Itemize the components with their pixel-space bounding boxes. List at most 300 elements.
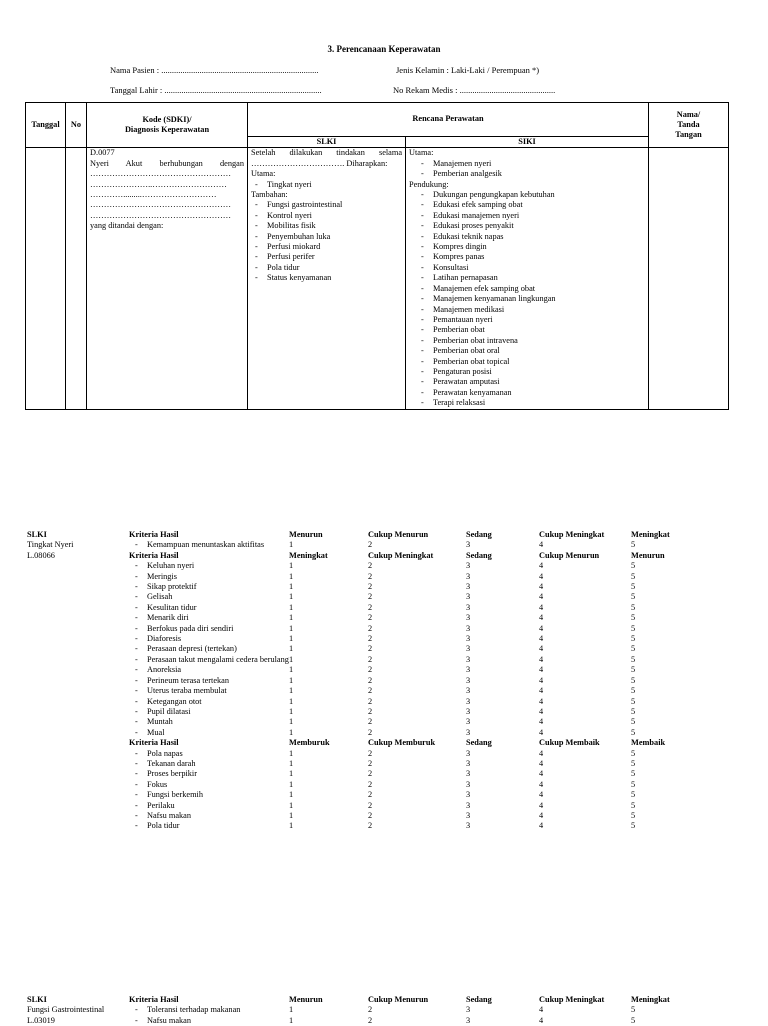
criteria-item-label	[129, 790, 289, 800]
score-value: 3	[466, 654, 471, 664]
siki-pendukung-item: - Pemberian obat topical	[409, 357, 645, 367]
criteria-item-text: Kemampuan menuntaskan aktifitas	[147, 540, 265, 550]
slki-tambahan-item: - Perfusi perifer	[251, 252, 402, 262]
score-value: 5	[631, 769, 636, 779]
score-value: 2	[368, 790, 373, 800]
score-value: 1	[289, 748, 294, 758]
care-plan-table	[25, 102, 729, 410]
criteria-item-text: Pola tidur	[147, 821, 180, 831]
slki-tambahan-item: - Perfusi miokard	[251, 242, 402, 252]
score-value: 1	[289, 675, 294, 685]
siki-pendukung-item: - Perawatan amputasi	[409, 377, 645, 387]
score-value: 2	[368, 1005, 373, 1015]
left-spacer	[27, 655, 129, 665]
dash-marker: -	[135, 758, 138, 768]
siki-pendukung-item: - Manajemen efek samping obat	[409, 284, 645, 294]
score-value: 1	[289, 602, 294, 612]
siki-pendukung-item: - Manajemen kenyamanan lingkungan	[409, 294, 645, 304]
scale-label: Membaik	[631, 738, 666, 748]
scale-label: Sedang	[466, 738, 492, 748]
dash-marker: -	[135, 644, 138, 654]
dash-marker: -	[135, 727, 138, 737]
siki-utama-item: - Pemberian analgesik	[409, 169, 645, 179]
header-tanggal: Tanggal	[26, 103, 66, 148]
slki-outcome-code: L.08066	[27, 550, 55, 560]
score-value: 2	[368, 717, 373, 727]
header-nama-line2: Tanda	[677, 120, 700, 129]
score-value: 5	[631, 540, 636, 550]
slki-utama-item: - Tingkat nyeri	[251, 180, 402, 190]
criteria-item-label	[129, 665, 289, 675]
criteria-item-text: Berfokus pada diri sendiri	[147, 623, 234, 633]
criteria-item-text: Perasaan depresi (tertekan)	[147, 644, 237, 654]
score-value: 4	[539, 758, 544, 768]
score-value: 2	[368, 1015, 373, 1025]
criteria-item-text: Ketegangan otot	[147, 696, 202, 706]
left-spacer	[27, 697, 129, 707]
scale-label: Menurun	[289, 530, 323, 539]
criteria-item-text: Menarik diri	[147, 613, 189, 623]
score-value: 3	[466, 623, 471, 633]
criteria-item-text: Sikap protektif	[147, 582, 197, 592]
dash-marker: -	[135, 696, 138, 706]
siki-pendukung-item: - Kompres dingin	[409, 242, 645, 252]
criteria-item-text: Meringis	[147, 571, 177, 581]
score-value: 2	[368, 821, 373, 831]
criteria-item-text: Pupil dilatasi	[147, 706, 191, 716]
score-value: 1	[289, 1005, 294, 1015]
dash-marker: -	[135, 800, 138, 810]
dash-marker: -	[135, 571, 138, 581]
left-spacer	[27, 717, 129, 727]
slki-utama-label: Utama:	[251, 169, 276, 179]
score-value: 5	[631, 571, 636, 581]
dash-marker: -	[135, 769, 138, 779]
siki-utama-label: Utama:	[409, 148, 434, 158]
diagnosis-footer: yang ditandai dengan:	[90, 221, 164, 231]
siki-pendukung-item: - Edukasi efek samping obat	[409, 200, 645, 210]
score-value: 2	[368, 561, 373, 571]
criteria-item-label	[129, 644, 289, 654]
scale-label: Cukup Menurun	[368, 995, 429, 1004]
diagnosis-dots-1: ……………………………………………	[90, 169, 232, 179]
score-value: 4	[539, 686, 544, 696]
criteria-item-label	[129, 780, 289, 790]
slki-tambahan-label: Tambahan:	[251, 190, 288, 200]
dash-marker: -	[135, 592, 138, 602]
slki-tambahan-item: - Penyembuhan luka	[251, 232, 402, 242]
criteria-item-text: Fokus	[147, 779, 168, 789]
criteria-row	[27, 686, 737, 696]
siki-pendukung-item: - Terapi relaksasi	[409, 398, 645, 408]
criteria-item-text: Gelisah	[147, 592, 173, 602]
cell-nama-tanda-tangan	[649, 148, 729, 410]
siki-pendukung-item: - Pemberian obat intravena	[409, 336, 645, 346]
score-value: 4	[539, 706, 544, 716]
scale-label: Cukup Meningkat	[539, 530, 605, 539]
cell-no	[66, 148, 87, 410]
slki-outcome-code: L.03019	[27, 1015, 55, 1025]
siki-pendukung-item: - Edukasi manajemen nyeri	[409, 211, 645, 221]
header-kode	[87, 103, 248, 148]
score-value: 2	[368, 613, 373, 623]
score-value: 2	[368, 592, 373, 602]
criteria-row	[27, 582, 737, 592]
score-value: 1	[289, 769, 294, 779]
criteria-item-label	[129, 613, 289, 623]
criteria-row	[27, 759, 737, 769]
score-value: 5	[631, 561, 636, 571]
criteria-item-text: Muntah	[147, 717, 173, 727]
score-value: 1	[289, 654, 294, 664]
header-siki: SIKI	[406, 137, 649, 148]
score-value: 1	[289, 1015, 294, 1025]
score-value: 2	[368, 800, 373, 810]
criteria-row	[27, 811, 737, 821]
score-value: 5	[631, 800, 636, 810]
header-kode-line1: Kode (SDKI)/	[142, 114, 192, 124]
dash-marker: -	[135, 706, 138, 716]
left-spacer	[27, 707, 129, 717]
score-value: 3	[466, 613, 471, 623]
score-value: 3	[466, 748, 471, 758]
criteria-item-label	[129, 821, 289, 831]
score-value: 4	[539, 1015, 544, 1025]
siki-pendukung-item: - Edukasi teknik napas	[409, 232, 645, 242]
criteria-item-text: Nafsu makan	[147, 810, 192, 820]
score-value: 2	[368, 706, 373, 716]
score-value: 4	[539, 540, 544, 550]
score-value: 1	[289, 571, 294, 581]
score-value: 5	[631, 821, 636, 831]
scale-label: Meningkat	[631, 530, 670, 539]
diagnosis-line1: Nyeri Akut berhubungan dengan	[90, 158, 244, 168]
score-value: 2	[368, 571, 373, 581]
dash-marker: -	[135, 686, 138, 696]
header-nama-line3: Tangan	[675, 130, 702, 140]
criteria-row	[27, 676, 737, 686]
score-value: 2	[368, 644, 373, 654]
criteria-fungsi-gastrointestinal	[27, 995, 737, 1026]
criteria-row	[27, 749, 737, 759]
score-value: 3	[466, 800, 471, 810]
criteria-item-text: Nafsu makan	[147, 1015, 192, 1025]
left-spacer	[27, 665, 129, 675]
score-value: 3	[466, 758, 471, 768]
criteria-item-label	[129, 1016, 289, 1026]
criteria-row	[27, 572, 737, 582]
criteria-item-label	[129, 592, 289, 602]
scale-label: Cukup Meningkat	[539, 995, 605, 1004]
criteria-item-text: Anoreksia	[147, 665, 182, 675]
score-value: 2	[368, 582, 373, 592]
score-value: 1	[289, 665, 294, 675]
score-value: 3	[466, 571, 471, 581]
criteria-row	[27, 655, 737, 665]
score-value: 5	[631, 717, 636, 727]
left-spacer	[27, 738, 129, 748]
dash-marker: -	[135, 613, 138, 623]
left-spacer	[27, 613, 129, 623]
left-spacer	[27, 572, 129, 582]
cell-siki	[406, 148, 649, 410]
score-value: 5	[631, 623, 636, 633]
score-value: 5	[631, 790, 636, 800]
scale-label: Sedang	[466, 530, 492, 539]
header-nama-line1: Nama/	[676, 109, 701, 119]
criteria-row	[27, 1016, 737, 1026]
cell-slki	[248, 148, 406, 410]
score-value: 3	[466, 727, 471, 737]
criteria-row	[27, 801, 737, 811]
dash-marker: -	[135, 1015, 138, 1025]
score-value: 3	[466, 810, 471, 820]
score-value: 1	[289, 758, 294, 768]
criteria-item-label	[129, 759, 289, 769]
score-value: 2	[368, 540, 373, 550]
score-value: 3	[466, 1005, 471, 1015]
dash-marker: -	[135, 1005, 138, 1015]
siki-pendukung-item: - Pemberian obat	[409, 325, 645, 335]
criteria-item-label	[129, 801, 289, 811]
criteria-item-label	[129, 707, 289, 717]
score-value: 2	[368, 748, 373, 758]
slki-outcome-name: Fungsi Gastrointestinal	[27, 1005, 105, 1015]
score-value: 2	[368, 686, 373, 696]
siki-pendukung-item: - Manajemen medikasi	[409, 305, 645, 315]
score-value: 2	[368, 696, 373, 706]
score-value: 3	[466, 696, 471, 706]
criteria-row	[27, 728, 737, 738]
criteria-row	[27, 592, 737, 602]
criteria-item-label	[129, 769, 289, 779]
criteria-item-label	[129, 540, 289, 550]
left-spacer	[27, 686, 129, 696]
siki-utama-item: - Manajemen nyeri	[409, 159, 645, 169]
score-value: 4	[539, 1005, 544, 1015]
left-spacer	[27, 676, 129, 686]
dash-marker: -	[135, 810, 138, 820]
dash-marker: -	[135, 561, 138, 571]
header-kode-line2: Diagnosis Keperawatan	[124, 125, 210, 135]
left-spacer	[27, 644, 129, 654]
criteria-row	[27, 780, 737, 790]
dash-marker: -	[135, 540, 138, 550]
score-value: 1	[289, 800, 294, 810]
criteria-item-label	[129, 717, 289, 727]
score-value: 2	[368, 779, 373, 789]
score-value: 3	[466, 821, 471, 831]
score-value: 4	[539, 654, 544, 664]
header-nama	[649, 103, 729, 148]
tanggal-lahir-field: Tanggal Lahir : ..........................................................................	[110, 85, 322, 95]
score-value: 3	[466, 665, 471, 675]
siki-pendukung-item: - Perawatan kenyamanan	[409, 388, 645, 398]
score-value: 1	[289, 634, 294, 644]
kriteria-hasil-label: Kriteria Hasil	[129, 550, 179, 560]
score-value: 2	[368, 602, 373, 612]
scale-label: Cukup Menurun	[368, 530, 429, 539]
criteria-row	[27, 790, 737, 800]
score-value: 5	[631, 634, 636, 644]
siki-pendukung-item: - Dukungan pengungkapan kebutuhan	[409, 190, 645, 200]
cell-tanggal	[26, 148, 66, 410]
score-value: 2	[368, 810, 373, 820]
slki-outcome-name: Tingkat Nyeri	[27, 540, 74, 550]
score-value: 3	[466, 769, 471, 779]
score-value: 4	[539, 634, 544, 644]
criteria-item-label	[129, 1005, 289, 1015]
criteria-header-row	[27, 738, 737, 748]
score-value: 4	[539, 800, 544, 810]
score-value: 2	[368, 623, 373, 633]
dash-marker: -	[135, 790, 138, 800]
score-value: 3	[466, 582, 471, 592]
score-value: 4	[539, 769, 544, 779]
criteria-item-text: Fungsi berkemih	[147, 790, 203, 800]
score-value: 5	[631, 696, 636, 706]
siki-pendukung-item: - Latihan pernapasan	[409, 273, 645, 283]
scale-label: Sedang	[466, 995, 492, 1004]
criteria-header-row	[27, 995, 737, 1005]
criteria-tingkat-nyeri	[27, 530, 737, 832]
score-value: 4	[539, 665, 544, 675]
score-value: 4	[539, 602, 544, 612]
score-value: 5	[631, 686, 636, 696]
left-spacer	[27, 624, 129, 634]
score-value: 2	[368, 634, 373, 644]
score-value: 1	[289, 706, 294, 716]
scale-label: Meningkat	[631, 995, 670, 1004]
score-value: 5	[631, 602, 636, 612]
dash-marker: -	[135, 779, 138, 789]
left-spacer	[27, 769, 129, 779]
page-title: 3. Perencanaan Keperawatan	[327, 44, 441, 54]
diagnosis-dots-2: …………………..………………………	[90, 179, 227, 189]
score-value: 4	[539, 613, 544, 623]
criteria-item-label	[129, 728, 289, 738]
kriteria-hasil-label: Kriteria Hasil	[129, 530, 179, 539]
score-value: 4	[539, 810, 544, 820]
siki-pendukung-item: - Pemberian obat oral	[409, 346, 645, 356]
score-value: 5	[631, 706, 636, 716]
left-spacer	[27, 749, 129, 759]
scale-label: Cukup Menurun	[539, 550, 600, 560]
score-value: 4	[539, 675, 544, 685]
score-value: 4	[539, 779, 544, 789]
score-value: 1	[289, 779, 294, 789]
score-value: 5	[631, 1005, 636, 1015]
score-value: 1	[289, 561, 294, 571]
scale-label: Sedang	[466, 550, 492, 560]
score-value: 4	[539, 644, 544, 654]
score-value: 5	[631, 758, 636, 768]
score-value: 1	[289, 810, 294, 820]
score-value: 3	[466, 790, 471, 800]
score-value: 3	[466, 644, 471, 654]
slki-tambahan-item: - Fungsi gastrointestinal	[251, 200, 402, 210]
score-value: 4	[539, 790, 544, 800]
dash-marker: -	[135, 634, 138, 644]
score-value: 3	[466, 675, 471, 685]
score-value: 1	[289, 582, 294, 592]
slki-tambahan-item: - Status kenyamanan	[251, 273, 402, 283]
score-value: 3	[466, 561, 471, 571]
score-value: 4	[539, 821, 544, 831]
score-value: 2	[368, 727, 373, 737]
criteria-item-label	[129, 582, 289, 592]
score-value: 1	[289, 540, 294, 550]
left-spacer	[27, 603, 129, 613]
criteria-item-text: Perilaku	[147, 800, 175, 810]
kriteria-hasil-label: Kriteria Hasil	[129, 738, 179, 748]
score-value: 1	[289, 613, 294, 623]
left-spacer	[27, 728, 129, 738]
no-rekam-medis-field: No Rekam Medis : .............................................	[393, 85, 556, 95]
criteria-item-text: Keluhan nyeri	[147, 561, 195, 571]
score-value: 1	[289, 727, 294, 737]
left-spacer	[27, 759, 129, 769]
dash-marker: -	[135, 821, 138, 831]
criteria-item-label	[129, 676, 289, 686]
score-value: 5	[631, 810, 636, 820]
score-value: 1	[289, 821, 294, 831]
score-value: 4	[539, 623, 544, 633]
siki-pendukung-label: Pendukung:	[409, 179, 449, 189]
score-value: 5	[631, 748, 636, 758]
slki-label: SLKI	[27, 995, 47, 1004]
criteria-item-label	[129, 697, 289, 707]
criteria-item-text: Diaforesis	[147, 634, 182, 644]
dash-marker: -	[135, 582, 138, 592]
criteria-row	[27, 561, 737, 571]
score-value: 1	[289, 717, 294, 727]
score-value: 4	[539, 592, 544, 602]
kriteria-hasil-label: Kriteria Hasil	[129, 995, 179, 1004]
criteria-item-text: Pola napas	[147, 748, 183, 758]
criteria-header-row	[27, 551, 737, 561]
score-value: 2	[368, 758, 373, 768]
score-value: 5	[631, 665, 636, 675]
siki-pendukung-item: - Pengaturan posisi	[409, 367, 645, 377]
score-value: 4	[539, 727, 544, 737]
criteria-row	[27, 603, 737, 613]
siki-pendukung-item: - Edukasi proses penyakit	[409, 221, 645, 231]
score-value: 5	[631, 582, 636, 592]
cell-diagnosis	[87, 148, 248, 410]
score-value: 3	[466, 1015, 471, 1025]
score-value: 5	[631, 727, 636, 737]
criteria-item-label	[129, 655, 289, 665]
criteria-row	[27, 769, 737, 779]
score-value: 1	[289, 696, 294, 706]
left-spacer	[27, 780, 129, 790]
score-value: 4	[539, 582, 544, 592]
siki-pendukung-item: - Kompres panas	[409, 252, 645, 262]
score-value: 4	[539, 717, 544, 727]
criteria-item-label	[129, 811, 289, 821]
score-value: 5	[631, 613, 636, 623]
score-value: 1	[289, 623, 294, 633]
siki-pendukung-item: - Pemantauan nyeri	[409, 315, 645, 325]
left-spacer	[27, 561, 129, 571]
criteria-row	[27, 821, 737, 831]
left-spacer	[27, 582, 129, 592]
score-value: 3	[466, 779, 471, 789]
diagnosis-code: D.0077	[90, 148, 115, 158]
score-value: 2	[368, 665, 373, 675]
score-value: 3	[466, 602, 471, 612]
